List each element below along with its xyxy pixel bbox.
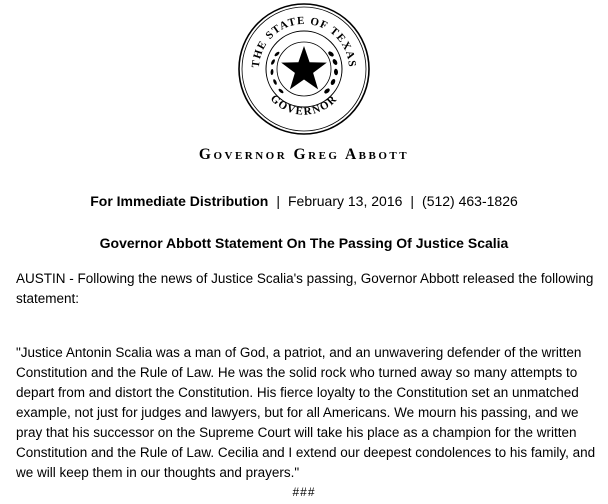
separator: | [276, 193, 280, 209]
dateline [0, 193, 608, 209]
separator: | [410, 193, 415, 209]
seal-bottom-text: GOVERNOR [267, 92, 341, 118]
texas-governor-seal [237, 2, 371, 136]
release-date: February 13, 2016 [287, 193, 403, 209]
phone-number: (512) 463-1826 [422, 193, 518, 209]
seal-container [0, 2, 608, 136]
lead-paragraph: AUSTIN - Following the news of Justice Scalia's passing, Governor Abbott released the following statement: [16, 271, 594, 306]
seal-top-text: THE STATE OF TEXAS [249, 14, 359, 69]
star-icon [281, 46, 327, 89]
press-release-headline: Governor Abbott Statement On The Passing Of Justice Scalia [99, 235, 509, 251]
statement-quote: "Justice Antonin Scalia was a man of God, a patriot, and an unwavering defender of the written Constitution and the Rule of Law. He was the solid rock who turned away so many attempts to depart from and distort the Constitution. His fierce loyalty to the Constitution set an unmatched example, not just for judges and lawyers, but for all Americans. We mourn his passing, and we pray that his successor on the Supreme Court will take his place as a champion for the written Constitution and the Rule of Law. Cecilia and I extend our deepest condolences to his family, and we will keep them in our thoughts and prayers." [16, 345, 596, 480]
distribution-label: For Immediate Distribution [90, 193, 269, 209]
governor-name-heading: Governor Greg Abbott [198, 146, 410, 163]
end-mark: ### [292, 485, 316, 499]
